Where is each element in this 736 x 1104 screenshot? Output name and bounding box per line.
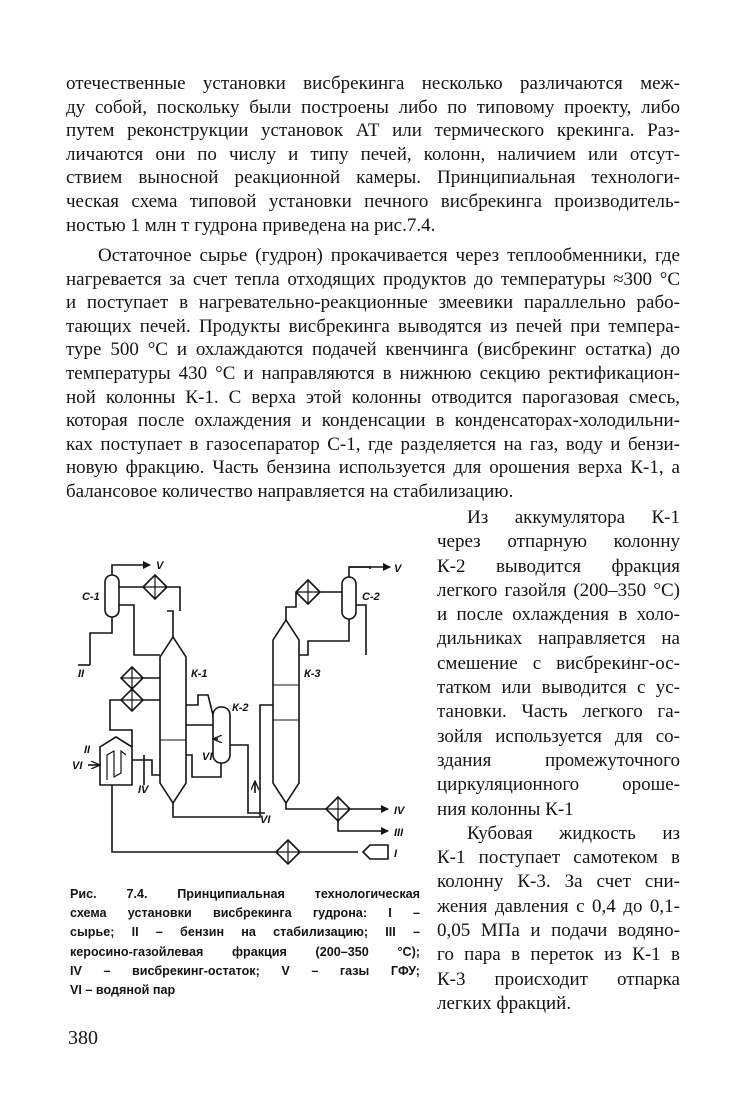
label-i-in: I (394, 848, 398, 860)
feed-arrow (363, 845, 388, 859)
label-iv-mid: IV (138, 784, 149, 796)
column-k1 (160, 637, 186, 803)
text-line: К-2 выводится фракция (437, 555, 680, 577)
label-c2: С-2 (362, 591, 380, 603)
caption-line: схема установки висбрекинга гудрона: I – (70, 906, 420, 921)
text-line: легкого газойля (200–350 °С) (437, 579, 680, 601)
caption-line: сырье; II – бензин на стабилизацию; III – (70, 925, 420, 940)
text-line: Остаточное сырье (гудрон) прокачивается через теплообменники, где (98, 245, 680, 266)
text-line: отечественные установки висбрекинга несколько различаются меж- (66, 73, 680, 94)
text-line: балансовое количество направляется на стабилизацию. (66, 480, 514, 502)
text-line: здания промежуточного (437, 749, 680, 771)
text-line: легких фракций. (437, 992, 572, 1014)
text-line: Кубовая жидкость из (467, 822, 680, 844)
label-v-right: V (394, 563, 402, 575)
top-paragraph (66, 72, 680, 237)
text-line: Из аккумулятора К-1 (467, 507, 680, 528)
text-line: 0,05 МПа и подачи водяно- (437, 920, 680, 942)
text-line: тающих печей. Продукты висбрекинга выводятся из печей при темпера- (66, 315, 680, 337)
text-line: ствием выносной реакционной камеры. Принципиальная технологи- (66, 167, 680, 189)
text-line: температуры 430 °С и направляются в нижнюю секцию ректификацион- (66, 362, 680, 384)
text-line: колонну К-3. За счет сни- (437, 871, 680, 893)
stripper-k2 (213, 707, 230, 763)
text-line: туре 500 °С и охлаждаются подачей квенчинга (висбрекинг остатка) до (66, 339, 680, 361)
text-line: и после охлаждения в холо- (437, 604, 680, 626)
text-line: которая после охлаждения и конденсации в конденсаторах-холодильни- (66, 410, 680, 432)
text-line: смешение с висбрекинг-ос- (437, 652, 680, 674)
caption-line: IV – висбрекинг-остаток; V – газы ГФУ; (70, 963, 420, 978)
label-k1: К-1 (191, 668, 208, 680)
label-iii-out: III (394, 827, 404, 839)
text-line: путем реконструкции установок АТ или термического крекинга. Раз- (66, 120, 680, 142)
right-column-text (437, 506, 680, 1016)
text-line: циркуляционного ороше- (437, 774, 680, 796)
label-iv-out: IV (394, 805, 405, 817)
label-c1: С-1 (82, 591, 100, 603)
text-line: К-1 поступает самотеком в (437, 847, 680, 869)
text-line: ческая схема типовой установки печного висбрекинга производитель- (66, 190, 680, 212)
text-line: нагревается за счет тепла отходящих продуктов до температуры ≈300 °С (66, 268, 680, 290)
furnace (100, 737, 132, 785)
caption-line: керосино-газойлевая фракция (200–350 °С); (70, 944, 420, 959)
separator-c2 (342, 577, 356, 619)
text-line: новую фракцию. Часть бензина используется для орошения верха К-1, а (66, 457, 680, 479)
label-ii-furnace: II (84, 744, 91, 756)
text-line: личаются они по числу и типу печей, колонн, наличием или отсут- (66, 143, 680, 165)
label-vi-left: VI (72, 760, 83, 772)
label-ii-top: II (78, 668, 85, 680)
text-line: татком или выводится с ус- (437, 677, 680, 699)
separator-c1 (105, 575, 119, 617)
caption-line: Рис. 7.4. Принципиальная технологическая (70, 887, 420, 901)
label-vi-bottom: VI (260, 814, 271, 826)
text-line: тановки. Часть легкого га- (437, 701, 680, 723)
text-line: ду собой, поскольку были построены либо по типовому проекту, либо (66, 96, 680, 118)
text-line: жения давления с 0,4 до 0,1- (437, 895, 680, 917)
text-line: ния колонны К-1 (437, 798, 574, 820)
label-k3: К-3 (304, 668, 321, 680)
text-line: ностью 1 млн т гудрона приведена на рис.7.4. (66, 214, 436, 236)
process-flow-diagram (70, 555, 420, 875)
label-k2: К-2 (232, 702, 249, 714)
text-line: ках поступает в газосепаратор С-1, где разделяется на газ, воду и бензи- (66, 433, 680, 455)
text-line: ной колонны К-1. С верха этой колонны отводится парогазовая смесь, (66, 386, 680, 408)
text-line: и поступает в нагревательно-реакционные змеевики параллельно рабо- (66, 292, 680, 314)
figure-caption (70, 885, 420, 1000)
column-k3 (273, 620, 299, 803)
label-vi-k2: VI (202, 751, 213, 763)
text-line: К-3 происходит отпарка (437, 968, 680, 990)
label-v-left: V (156, 560, 164, 572)
second-paragraph (66, 244, 680, 504)
text-line: зойля используется для со- (437, 725, 680, 747)
text-line: дильниках направляется на (437, 628, 680, 650)
text-line: го пара в переток из К-1 в (437, 944, 680, 966)
page-number: 380 (68, 1027, 98, 1049)
caption-line: VI – водяной пар (70, 983, 176, 998)
text-line: через отпарную колонну (437, 531, 680, 553)
